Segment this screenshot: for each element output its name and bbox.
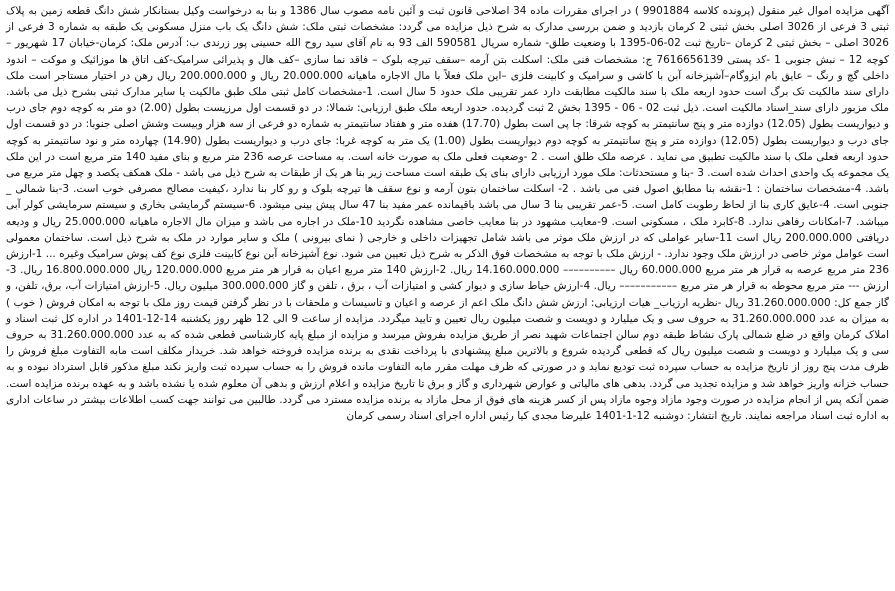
notice-body: در اجرای مقررات ماده 34 اصلاحی قانون ثبت و آئین نامه مصوب سال 1386 و بنا به درخواست وکیل بستانکار شش دانگ قطعه زمین به پلاک ثبتی 3 فرعی از 3026 اصلی بخش ثبتی 2 کرمان بازدید و ضمن بررسی مدارک به شرح ذیل مزایده می گردد: مشخصات ثبتی ملک: شش دانگ یک باب منزل مسکونی یک طبقه به شماره 3 فرعی از 3026 اصلی – بخش ثبتی 2 کرمان –تاریخ ثبت 02-06-1395 با وضعیت طلق- شماره سریال 590581 الف 93 به نام آقای سید روح الله حسینی پور زرندی ب: آدرس ملک: کرمان-خیابان 17 شهریور –کوچه 12 – نبش جنوبی 1 -کد پستی 7616656139 ج: مشخصات فنی ملک: اسکلت بتن آرمه –سقف تیرچه بلوک – فاقد نما سازی –کف هال و پذیرائی سرامیک-کف اتاق ها موزائیک و موکت – اندود داخلی گچ و رنگ – عایق بام ایزوگام–آشپزخانه آبن با کاشی و سرامیک و کابینت فلزی –این ملک فعلاً با مال الاجاره ماهیانه 20.000.000 ریال و 200.000.000 ریال رهن در اختیار مستاجر است ملک دارای سند مالکیت تک برگ است حدود اربعه ملک با سند مالکیت مطابقت دارد عمر تقریبی ملک حدود 5 سال است. 1-مشخصات کامل ثبتی ملک طبق مالکیت یا سایر مدارک ثبتی بشرح ذیل می باشد. ملک مزبور دارای سند_اسناد مالکیت است. ذیل ثبت 02 - 06 - 1395 بخش 2 ثبت گردیده. حدود اربعه ملک طبق ارزیابی: شمالا: در دو قسمت اول مرزیست بطول (2.00) دو متر به کوچه دوم جای درب و دیواریست بطول (12.05) دوازده متر و پنج سانتیمتر به کوچه شرقا: جا پی است بطول (17.70) هفده متر و هفتاد سانتیمتر به شماره دو فرعی از سه هزار وبیست وشش اصلی جنوبا: در دو قسمت اول جای درب و دیواریست بطول (12.05) دوازده متر و پنج سانتیمتر به کوچه دوم دیواریست بطول (1.00) یک متر به کوچه غربا: جای درب و دیواریست بطول (14.90) چهارده متر و نود سانتیمتر به کوچه حدود اربعه فعلی ملک با سند مالکیت تطبیق می نماید . عرصه ملک طلق است . 2 -وضعیت فعلی ملک به صورت خانه است. به مساحت عرصه 236 متر مربع و بنای مفید 140 متر مربع است در این ملک یک مجموعه یک واحدی احداث شده است. 3 -بنا و مستحدثات: ملک مورد ارزیابی دارای بنای یک طبقه است مساحت زیر بنا هر یک از طبقات به شرح ذیل می باشد - ملک همکف یکصد و چهل متر مربع می باشد. 4-مشخصات ساختمان : 1-نقشه بنا مطابق اصول فنی می باشد . 2- اسکلت ساختمان بتون آرمه و نوع سقف ها تیرچه بلوک و رو کار بنا ندارد ،کیفیت مصالح مصرفی خوب است. 3-بنا شمالی _ جنوبی است. 4-عایق کاری بنا از لحاظ رطوبت کامل است. 5-عمر تقریبی بنا 3 سال می باشد باقیمانده عمر مفید بنا 47 سال پیش بینی میشود. 6-سیستم گرمایشی بخاری و سیستم سرمایشی کولر آبی میباشد. 7-امکانات رفاهی ندارد. 8-کابرد ملک ، مسکونی است. 9-معایب مشهود در بنا معایب خاصی مشاهده نگردید 10-ملک در اجاره می باشد و میزان مال الاجاره ماهیانه 25.000.000 ریال و ودیعه دریافتی 200.000.000 ریال است 11-سایر عواملی که در ارزش ملک موثر می باشد شامل تجهیزات داخلی و خارجی ( نمای بیرونی ) ملک و سایر موارد در ملک به شرح ذیل است. ساختمان معمولی است عوامل موثر خاصی در ارزش ملک وجود ندارد. - ارزش ملک با توجه به مشخصات فوق الذکر به شرح ذیل تعیین می شود. نوع آشپزخانه آبن نوع کابینت فلزی نوع کف پوش سرامیک وغیره ... 1-ارزش 236 متر مربع عرصه به قرار هر متر مربع 60.000.000 ریال –––––––––– 14.160.000.000 ریال. 2-ارزش 140 متر مربع اعیان به قرار هر متر مربع 120.000.000 ریال 16.800.000.000 ریال. 3-ارزش --- متر مربع محوطه به قرار هر متر مربع ––––––––––– ریال. 4-ارزش حیاط سازی و دیوار کشی و امتیازات آب ، برق ، تلفن و گاز 300.000.000 میلیون ریال. 5-ارزش امتیازات آب، برق، تلفن، و گاز جمع کل: 31.260.000.000 ریال -نظریه ارزیاب_ هیات ارزیابی: ارزش شش دانگ ملک اعم از عرصه و اعیان و تاسیسات و ملحقات با در نظر گرفتن قیمت روز ملک با توجه به امکان فروش ( خوب ) به میزان به عدد 31.260.000.000 به حروف سی و یک میلیارد و دویست و شصت میلیون ریال تعیین و تایید میگردد. مزایده از ساعت 9 الی 12 ظهر روز یکشنبه 14-12-1401 در اداره کل ثبت اسناد و املاک کرمان واقع در ضلع شمالی پارک نشاط طبقه دوم سالن اجتماعات شهید نصر از طریق مزایده بفروش میرسد و مزایده از مبلغ پایه کارشناسی قطعی شده که به عدد 31.260.000.000 به حروف سی و یک میلیارد و دویست و شصت میلیون ریال که قطعی گردیده شروع و بالاترین مبلغ پیشنهادی با پرداخت نقدی به برنده مزایده فروخته خواهد شد. خریدار مکلف است مابه التفاوت مبلغ فروش را ظرف مدت پنج روز از تاریخ مزایده به حساب سپرده ثبت تودیع نماید و در صورتی که ظرف مهلت مقرر مابه التفاوت مانده فروش را به حساب سپرده ثبت واریز نکند مبلغ مذکور قابل استرداد نبوده و به حساب خزانه واریز خواهد شد و مزایده تجدید می گردد. بدهی های مالیاتی و عوارض شهرداری و گاز و برق تا تاریخ مزایده و اعلام ارزش و بدهی آن معلوم شده یا نشده باشد و به عهده برنده مزایده است. ضمن آنکه پس از انجام مزایده در صورت وجود مازاد وجوه مازاد پس از کسر هزینه های فوق از محل مازاد به برنده مزایده مسترد می گردد. طالبین می توانند جهت کسب اطلاعات بیشتر در ساعات اداری به اداره ثبت اسناد مراجعه نمایند. تاریخ انتشار: دوشنبه 12-1-1401 علیرضا مجدی کیا رئیس اداره اجرای اسناد رسمی کرمان — [6, 5, 890, 423]
notice-paragraph — [6, 3, 889, 424]
notice-title: آگهی مزایده اموال غیر منقول (پرونده کلاسه 9901884 ) — [634, 5, 890, 17]
